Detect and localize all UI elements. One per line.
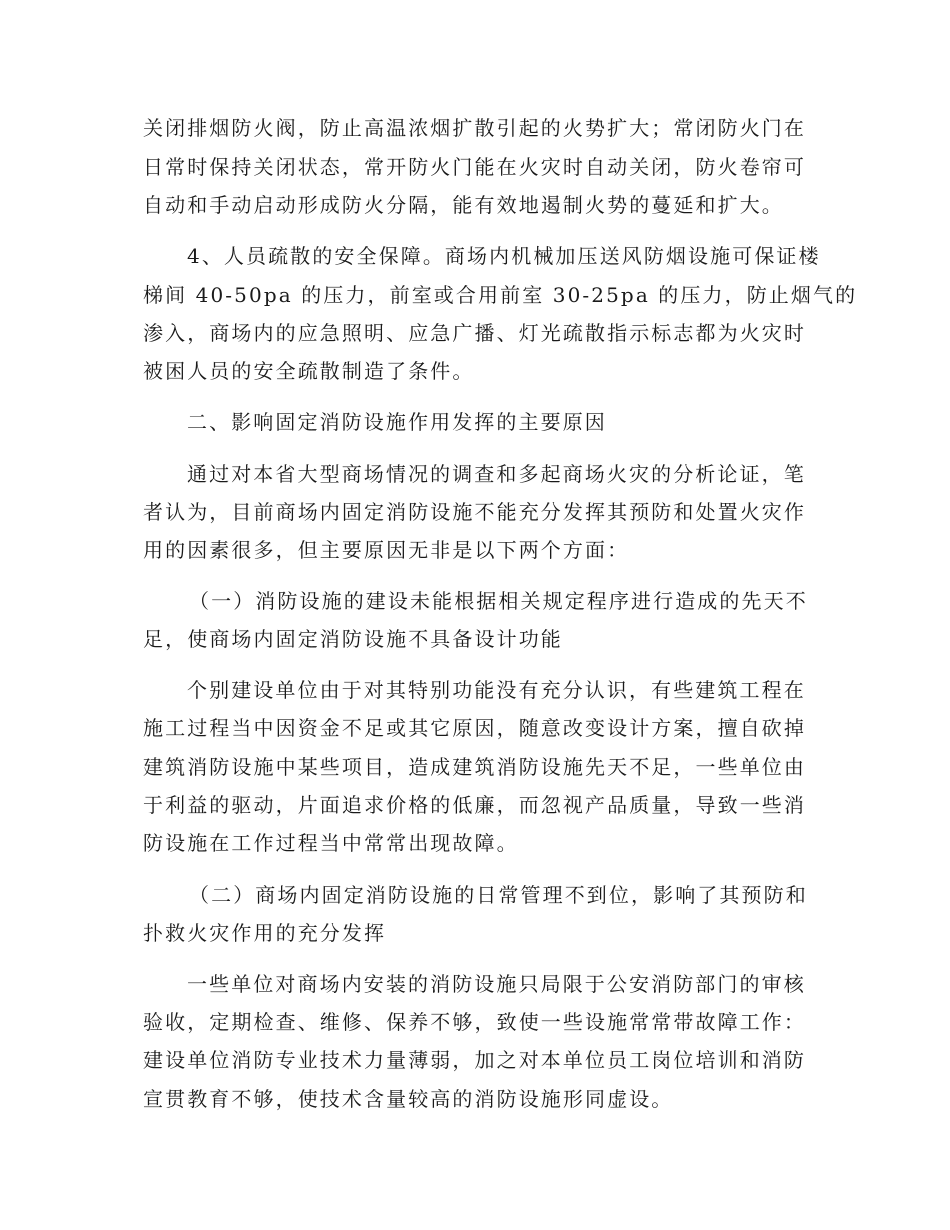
subsection-heading: 扑救火灾作用的充分发挥 [143, 921, 387, 945]
text-line: 被困人员的安全疏散制造了条件。 [143, 359, 475, 383]
text-line: 渗入，商场内的应急照明、应急广播、灯光疏散指示标志都为火灾时 [143, 321, 806, 345]
text-line: 宣贯教育不够，使技术含量较高的消防设施形同虚设。 [143, 1087, 674, 1111]
text-line: 建设单位消防专业技术力量薄弱，加之对本单位员工岗位培训和消防 [143, 1048, 806, 1072]
text-line: 者认为，目前商场内固定消防设施不能充分发挥其预防和处置火灾作 [143, 500, 806, 524]
text-line: 用的因素很多，但主要原因无非是以下两个方面： [143, 538, 630, 562]
text-line: 验收，定期检查、维修、保养不够，致使一些设施常常带故障工作： [143, 1010, 806, 1034]
subsection-heading: （二）商场内固定消防设施的日常管理不到位，影响了其预防和 [189, 883, 808, 907]
text-line: 个别建设单位由于对其特别功能没有充分认识，有些建筑工程在 [187, 678, 806, 702]
text-line: 自动和手动启动形成防火分隔，能有效地遏制火势的蔓延和扩大。 [143, 193, 784, 217]
text-line: 施工过程当中因资金不足或其它原因，随意改变设计方案，擅自砍掉 [143, 716, 806, 740]
subsection-heading: 足，使商场内固定消防设施不具备设计功能 [143, 627, 563, 651]
text-line: 通过对本省大型商场情况的调查和多起商场火灾的分析论证，笔 [187, 462, 806, 486]
text-line: 防设施在工作过程当中常常出现故障。 [143, 831, 519, 855]
text-line: 4、人员疏散的安全保障。商场内机械加压送风防烟设施可保证楼 [187, 244, 821, 268]
text-line: 关闭排烟防火阀，防止高温浓烟扩散引起的火势扩大；常闭防火门在 [143, 116, 806, 140]
section-heading: 二、影响固定消防设施作用发挥的主要原因 [187, 410, 607, 434]
text-line: 一些单位对商场内安装的消防设施只局限于公安消防部门的审核 [187, 972, 806, 996]
text-line: 建筑消防设施中某些项目，造成建筑消防设施先天不足，一些单位由 [143, 755, 806, 779]
text-line: 梯间 40-50pa 的压力，前室或合用前室 30-25pa 的压力，防止烟气的 [143, 283, 858, 307]
text-line: 日常时保持关闭状态，常开防火门能在火灾时自动关闭，防火卷帘可 [143, 155, 806, 179]
subsection-heading: （一）消防设施的建设未能根据相关规定程序进行造成的先天不 [189, 589, 808, 613]
text-line: 于利益的驱动，片面追求价格的低廉，而忽视产品质量，导致一些消 [143, 793, 806, 817]
